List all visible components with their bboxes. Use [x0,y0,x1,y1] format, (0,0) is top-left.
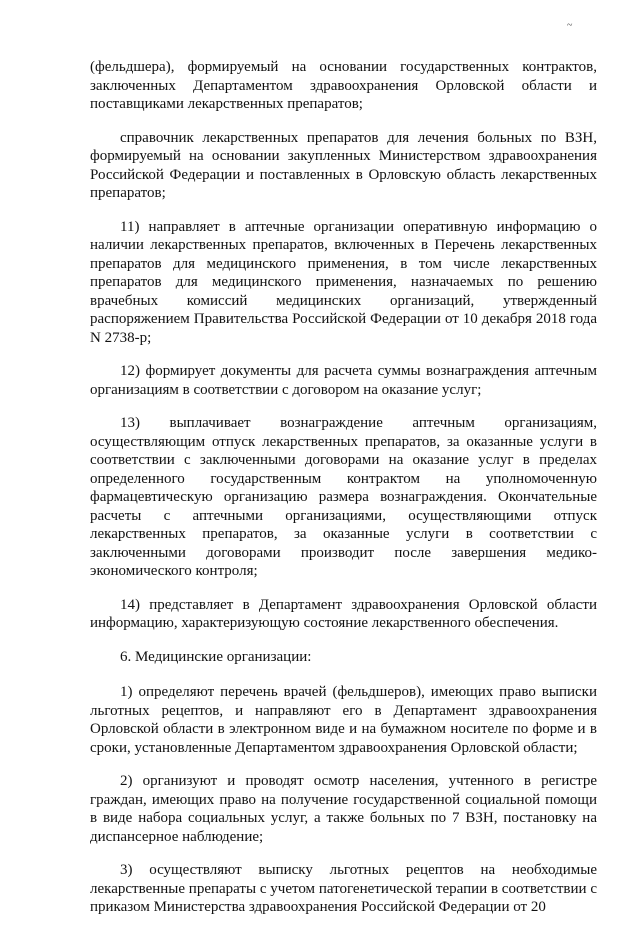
paragraph-item-12: 12) формирует документы для расчета суммы вознаграждения аптечным организациям в соответствии с договором на оказание услуг; [90,363,597,398]
paragraph-item-14: 14) представляет в Департамент здравоохранения Орловской области информацию, характеризующую состояние лекарственного обеспечения. [90,596,597,631]
document-body [90,58,597,932]
paragraph-med-item-2: 2) организуют и проводят осмотр населения, учтенного в регистре граждан, имеющих право на получение государственной социальной помощи в виде набора социальных услуг, а также больных по 7 ВЗН, постановку на диспансерное наблюдение; [90,773,597,845]
paragraph-med-item-1: 1) определяют перечень врачей (фельдшеров), имеющих право выписки льготных рецептов, и направляют его в Департамент здравоохранения Орловской области в электронном виде и на бумажном носителе по форме и в сроки, установленные Департаментом здравоохранения Орловской области; [90,684,597,756]
section-heading-medical-organizations: 6. Медицинские организации: [120,648,312,665]
paragraph-item-11: 11) направляет в аптечные организации оперативную информацию о наличии лекарственных препаратов, включенных в Перечень лекарственных препаратов для медицинского применения, в том числе лекарственных препаратов для медицинского применения, назначаемых по решению врачебных комиссий медицинских организаций, утвержденный распоряжением Правительства Российской Федерации от 10 декабря 2018 года N 2738-р; [90,218,597,346]
page-mark: ~ [567,20,573,31]
paragraph-med-item-3: 3) осуществляют выписку льготных рецептов на необходимые лекарственные препараты с учетом патогенетической терапии в соответствии с приказом Министерства здравоохранения Российской Федерации от 20 [90,862,597,915]
paragraph-pharmacy-list-continuation: (фельдшера), формируемый на основании государственных контрактов, заключенных Департаментом здравоохранения Орловской области и поставщиками лекарственных препаратов; [90,59,597,112]
paragraph-vzn-reference: справочник лекарственных препаратов для лечения больных по ВЗН, формируемый на основании закупленных Министерством здравоохранения Российской Федерации и поставленных в Орловскую область лекарственных препаратов; [90,129,597,201]
paragraph-item-13: 13) выплачивает вознаграждение аптечным организациям, осуществляющим отпуск лекарственных препаратов, за оказанные услуги в соответствии с заключенными договорами на оказание услуг в пределах определенного государственным контрактом на уполномоченную фармацевтическую организацию размера вознаграждения. Окончательные расчеты с аптечными организациями, осуществляющими отпуск лекарственных препаратов, за оказанные услуги в соответствии с заключенными договорами производит после завершения медико-экономического контроля; [90,415,597,579]
